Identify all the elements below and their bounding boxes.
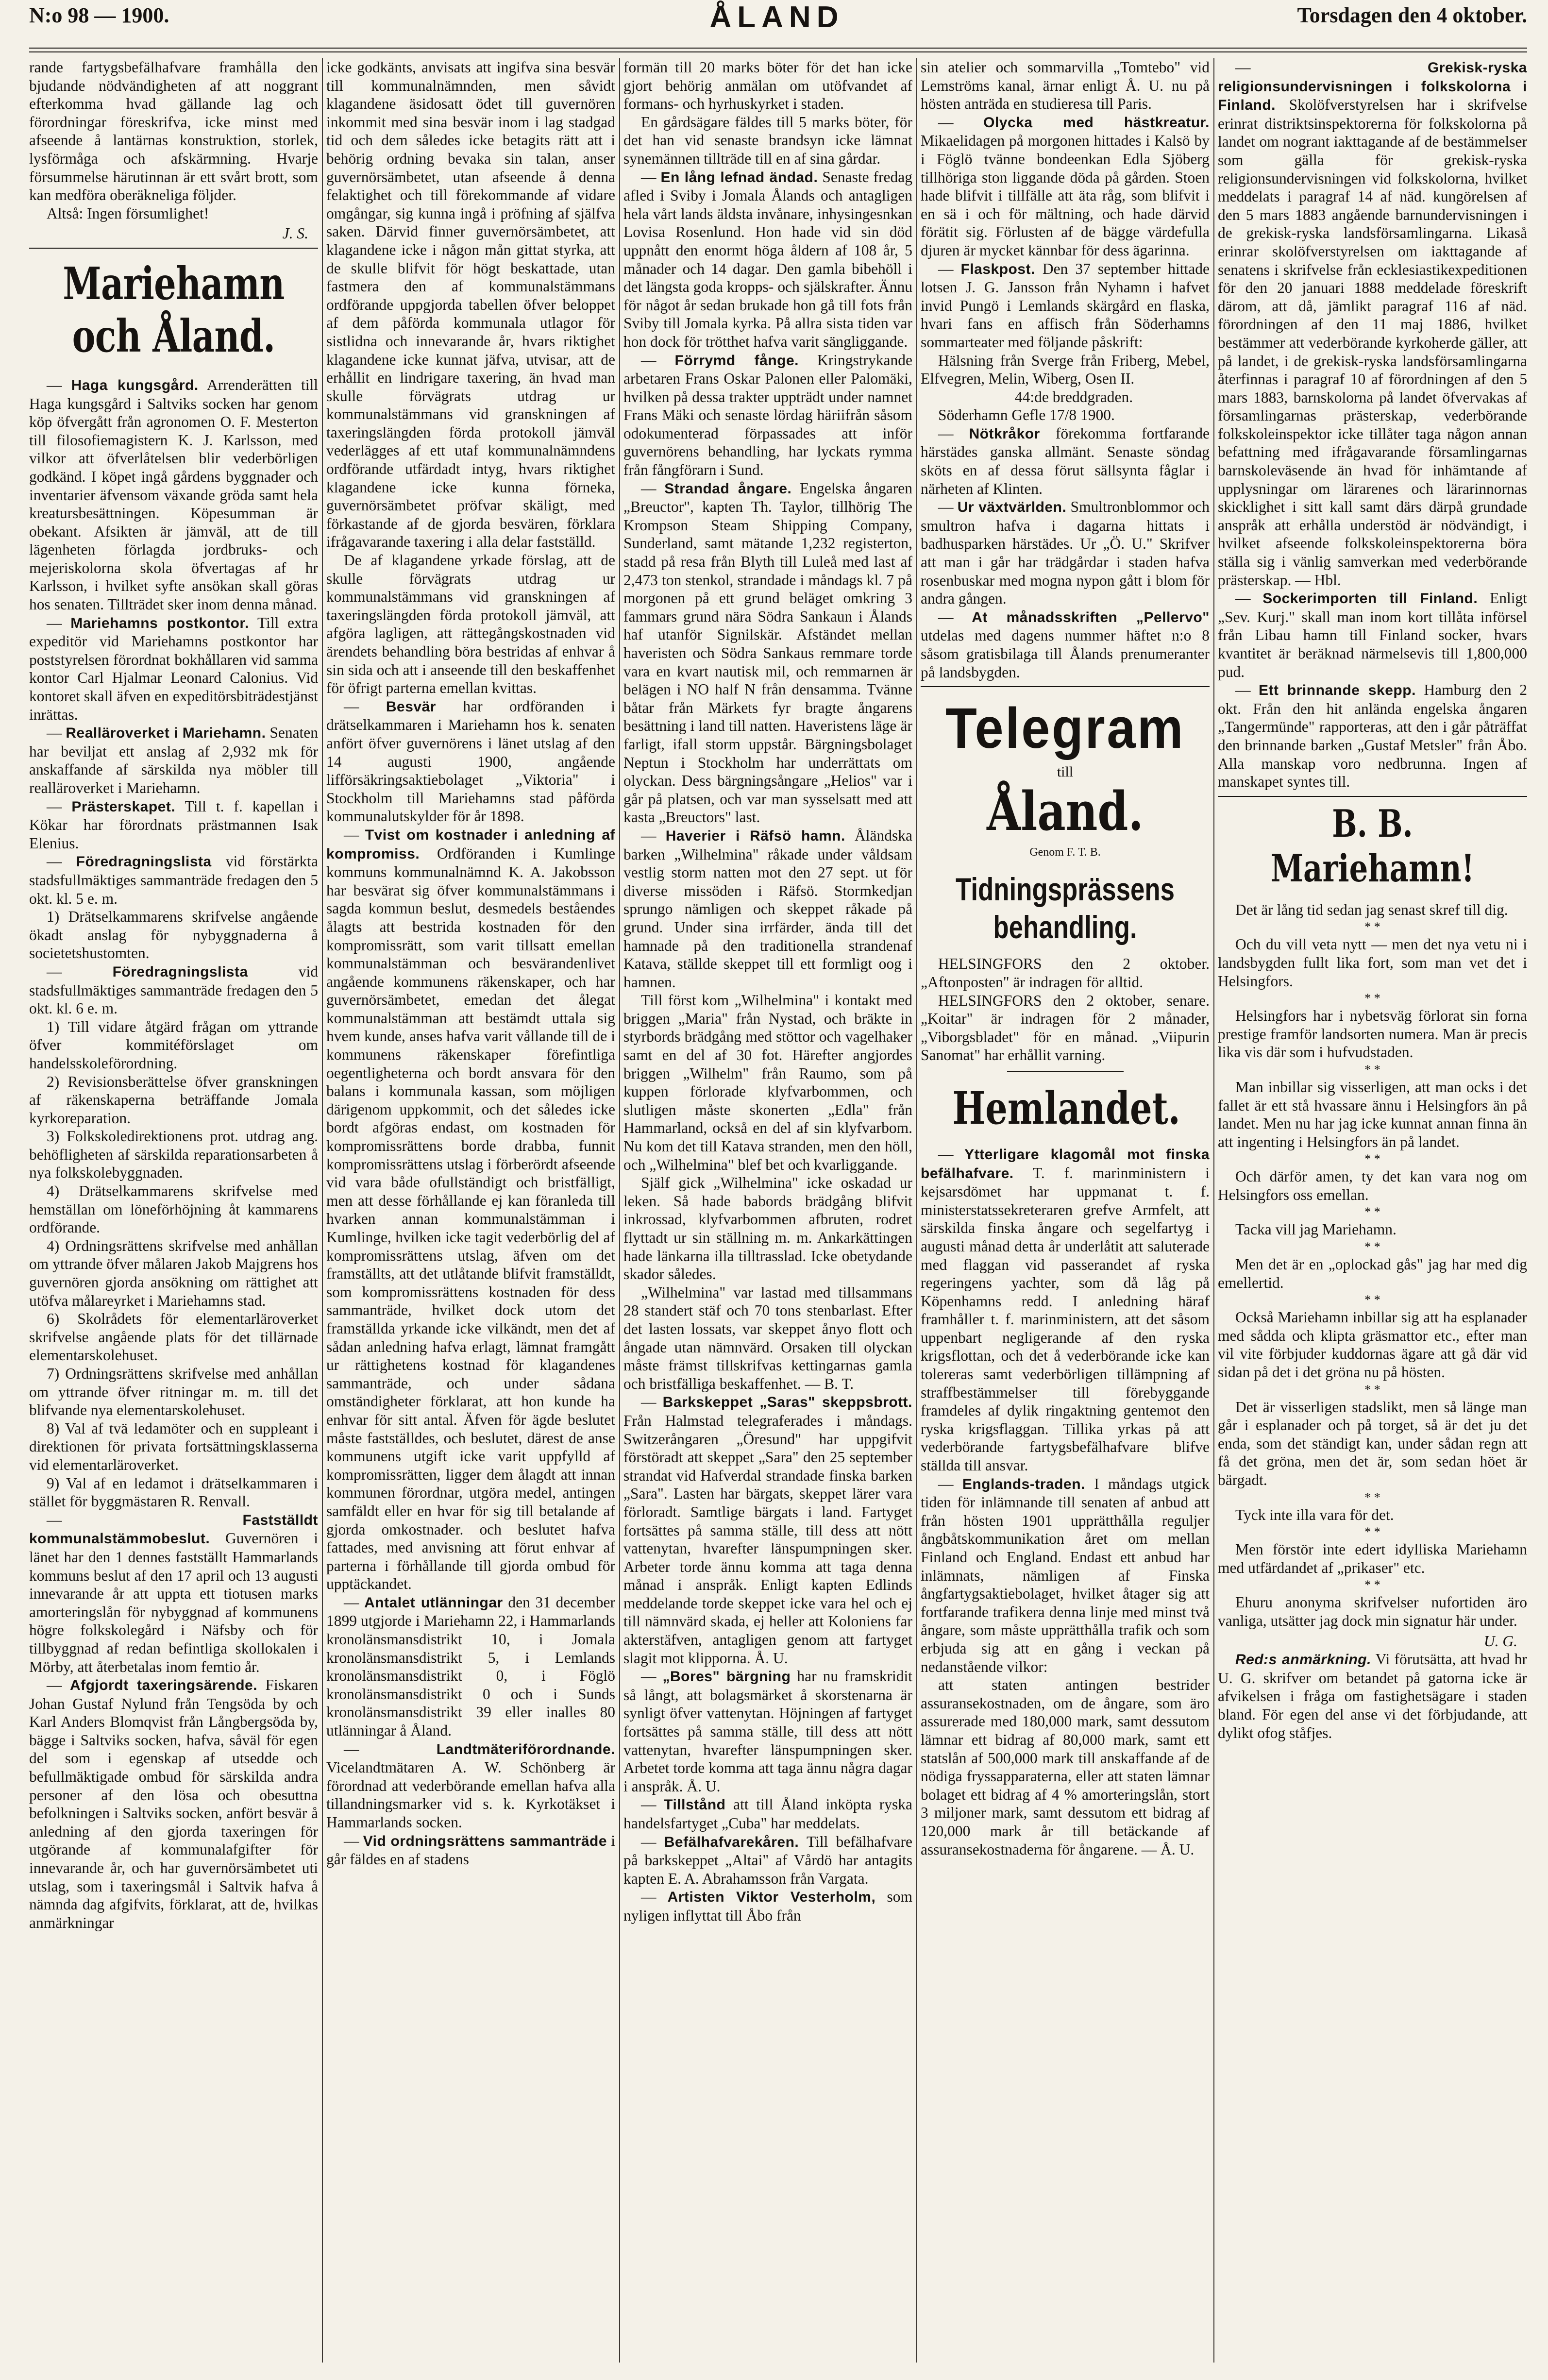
section-heading: Mariehamn och Åland. [63,257,285,362]
article-text: Senaten har beviljat ett anslag af 2,932 mk för anskaffande af särskilda nya möbler till realläroverket i Mariehamn. [29,724,318,796]
article-text: Söderhamn Gefle 17/8 1900. [938,406,1115,424]
column-1: rande fartygsbefälhafvare framhålla den bjudande nödvändigheten af att noggrant efterkomma hvad gällande lag och förordningar föreskrifva, icke minst med afseende å lantärnas konstruktion, storlek, lysförmåga och afskärmning. Hvarje försummelse härutinnan är ett svårt brott, som kan medföra oberäkneliga följder. Altså: Ingen försumlighet! J. S. Mariehamn och Åland. — Haga kungsgård. Arrenderätten till Haga kungsgård i Saltviks socken har genom köp öfvergått från agronomen O. F. Mesterton till filosofiemagistern K. J. Karlsson, med vilkor att öfverlåtelsen blir vederbörligen godkänd. I köpet ingå gårdens byggnader och inventarier äfvensom växande gröda samt hela kreatursbesättningen. Köpesumman är obekant. Afsikten är jämväl, att de till lägenheten förlagda jordbruks- och mejeriskolorna skola öfvertagas af hr Karlsson, i hvilket syfte ansökan skall göras hos senaten. Tillträdet sker inom denna månad. — Mariehamns postkontor. Till extra expeditör vid Mariehamns postkontor har poststyrelsen förordnat bokhållaren vid samma kontor Carl Hjalmar Leonard Calonius. Vid kontoret skall äfven en expeditörsbiträdestjänst inrättas. — Realläroverket i Mariehamn. Senaten har beviljat ett anslag af 2,932 mk för anskaffande af särskilda nya möbler till realläroverket i Mariehamn. — Prästerskapet. Till t. f. kapellan i Kökar har förordnats prästmannen Isak Elenius. — Föredragningslista vid förstärkta stadsfullmäktiges sammanträde fredagen den 5 okt. kl. 5 e. m. 1) Drätselkammarens skrifvelse angående ökadt anslag för nybyggnaderna å societetshustomten. — Föredragningslista vid stadsfullmäktiges sammanträde fredagen den 5 okt. kl. 6 e. m. 1) Till vidare åtgärd frågan om yttrande öfver kommitéförslaget om handelsskoleförordning. 2) Revisionsberättelse öfver granskningen af räkenskaperna beträffande Jomala kyrkoreparation. 3) Folkskoledirektionens prot. utdrag ang. behöfligheten af särskilda reparationsarbeten å nya folkskolebyggnaden. 4) Drätselkammarens skrifvelse med hemställan om löneförhöjning åt kammarens ordförande. 4) Ordningsrättens skrifvelse med anhållan om yttrande öfver målaren Jakob Majgrens hos guvernören gjorda ansökning om rättighet att utöfva målareyrket i Mariehamns stad. 6) Skolrådets för elementarläroverket skrifvelse angående plats för det tillärnade elementarskolehuset. 7) Ordningsrättens skrifvelse med anhållan om yttrande öfver ritningar m. m. till det blifvande nya elementarskolehuset. 8) Val af tvä ledamöter och en suppleant i direktionen för privata fortsättningsklasserna vid elementarläroverket. 9) Val af en ledamot i drätselkammaren i stället för byggmästaren R. Renvall. — Fastställdt kommunalstämmobeslut. Guvernören i länet har den 1 dennes fastställt Hammarlands kommuns beslut af den 17 april och 13 augusti innevarande år att uppta ett tiotusen marks amorteringslån för nybyggnad af kommunens högre folkskolegård i Näfsby och för tillbyggnad af redan befintliga skollokalen i Mörby, att återbetalas inom femtio år. — Afgjordt taxeringsärende. Fiskaren Johan Gustaf Nylund från Tengsöda by och Karl Anders Blomqvist från Långbergsöda by, bägge i Saltviks socken, hafva, såväl för egen del som i egenskap af utsedde och befullmäktigade ombud för särskilda andra personer af den lösa och obesuttna befolkningen i Saltviks socken, anfört besvär å anledning af den gjorda taxeringen för utgörande af kommunalafgifter för innevarande år, och har guvernörsämbetet uti utslag, som i taxeringsmål i Saltvik hafva å nämnda dag afgifvits, förklarat, att de, hvilkas anmärkningar [29,59,318,1931]
article-text: De af klagandene yrkade förslag, att de skulle förvägrats utdrag ur kommunalstämmans vid granskningen af taxeringslängden förda protokoll jämväl, att afgöra lagligen, att rättegångskostnaden vid ärendets behandling böra bestridas af enhvar å sin sida och att i anseende till den beskaffenhet för öfrigt parterna emellan kvittas. [326,552,615,697]
article-text: som nyligen inflyttat till Åbo från [623,1888,912,1924]
article-heading: Ett brinnande skepp. [1258,682,1416,699]
telegram-subheading: till [1057,764,1074,780]
separator-stars: * * [1364,1382,1380,1397]
article-text: I måndags utgick tiden för inlämnande till senaten af anbud att från hösten 1901 upprätthålla reguljer ångbåtskommunikation året om mellan Finland och England. Endast ett anbud har inlämnats, nämligen af Finska ångfartygsaktiebolaget, hvilket åtager sig att fortfarande trafikera denna linje med minst två ångare, som måste upprätthålla trafik och som erbjuda sig att en gång i veckan på nedanstående vilkor: [921,1475,1210,1675]
article-text: Från Halmstad telegraferades i måndags. Switzerångaren „Öresund" har uppgifvit förstöradt att skeppet „Sara" den 25 september strandat vid Hafverdal strandade finska barken „Sara". Lasten har bärgats, skeppet lärer vara förloradt. Samtlige bärgats i land. Fartyget fortsättes på samma ställe, till dess att nött vattenytan, hvarefter länspumpningen sker. Arbeter torde ännu komma att taga denna månad i anspråk. Enligt kapten Edlinds meddelande torde skeppet icke vara hel och ej till nämnvärd skada, ej heller att Koloniens far akterstäfven, antagligen genom att fartyget slagit mot klipporna. Å. U. [623,1412,912,1667]
article-heading: En lång lefnad ändad. [660,169,818,186]
article-heading: Strandad ångare. [664,480,792,497]
letter-paragraph: Men förstör inte edert idylliska Mariehamn med utfärdandet af „prikaser" etc. [1218,1541,1527,1576]
article-text: Kringstrykande arbetaren Frans Oskar Palonen eller Palomäki, hvilken på dessa trakter uppträdt under namnet Frans Mäki och senaste lördag häriifrån såsom odokumenterad förpassades att inför guvernörens behandling, har lyckats rymma från fångförarn i Sund. [623,351,912,479]
article-heading: Nötkråkor [969,425,1040,442]
list-item: 6) Skolrådets för elementarläroverket skrifvelse angående plats för det tillärnade elementarskolehuset. [29,1310,318,1364]
letter-paragraph: Men det är en „oplockad gås" jag har med dig emellertid. [1218,1256,1527,1291]
column-rule [619,58,620,2363]
article-text: Vicelandtmätaren A. W. Schönberg är förordnad att vederbörande emellan hafva alla tillandningsmarker vid s. k. Kyrkotäkset i Hammarlands socken. [326,1759,615,1831]
telegram-heading: Telegram [945,696,1185,761]
article-text: Arrenderätten till Haga kungsgård i Saltviks socken har genom köp öfvergått från agronomen O. F. Mesterton till filosofiemagistern K. J. Karlsson, med vilkor att öfverlåtelsen blir vederbörligen godkänd. I köpet ingå gårdens byggnader och inventarier äfvensom växande gröda samt hela kreatursbesättningen. Köpesumman är obekant. Afsikten är jämväl, att de till lägenheten förlagda jordbruks- och mejeriskolorna skola öfvertagas af hr Karlsson, i hvilket syfte ansökan skall göras hos senaten. Tillträdet sker inom denna månad. [29,376,318,613]
article-heading: Mariehamns postkontor. [70,615,249,631]
article-heading: Sockerimporten till Finland. [1262,591,1478,607]
article-text: vid förstärkta stadsfullmäktiges sammanträde fredagen den 5 okt. kl. 5 e. m. [29,853,318,907]
article-text: Altså: Ingen försumlighet! [47,204,209,222]
list-item: 3) Folkskoledirektionens prot. utdrag ang. behöfligheten af särskilda reparationsarbeten å nya folkskolebyggnaden. [29,1128,318,1182]
article-heading: Barkskeppet „Saras" skeppsbrott. [662,1394,912,1411]
article-text: förekomma fortfarande härstädes ganska allmänt. Senaste söndag sköts en af dessa förut sällsynta fåglar i närheten af Klinten. [921,424,1210,497]
list-item: 2) Revisionsberättelse öfver granskningen af räkenskaperna beträffande Jomala kyrkoreparation. [29,1073,318,1127]
divider [1218,796,1527,797]
article-text: Den 37 september hittade lotsen J. G. Jansson från Nyhamn i hafvet invid Pungö i Lemlands skärgård en flaska, hvari fans en affisch från Söderhamns sommarteater med följande påskrift: [921,260,1210,351]
list-item: 9) Val af en ledamot i drätselkammaren i stället för byggmästaren R. Renvall. [29,1474,318,1510]
article-text: att till Åland inköpta ryska handelsfartyget „Cuba" har meddelats. [623,1796,912,1832]
article-heading: Antalet utlänningar [364,1594,503,1611]
list-item: 1) Till vidare åtgärd frågan om yttrande öfver kommitéförslaget om handelsskoleförordning. [29,1018,318,1072]
article-text: Åländska barken „Wilhelmina" råkade under våldsam vestlig storm natten mot den 27 sept. ut för diverse missöden i Räfsö. Stormkedjan sprungo nämligen och skeppet råkade på grund. Under sina irrfärder, ända till det hamnade på den traditionella strandenaf Katava, ställde skeppet till ett formligt oog i hamnen. [623,827,912,991]
letter-paragraph: Det är visserligen stadslikt, men så länge man går i esplanader och på torget, så är det ju det enda, som det ständigt kan, under sådan regn att få det gröna, men det är, som sedan höet är bärgadt. [1218,1398,1527,1488]
separator-stars: * * [1364,1525,1380,1539]
article-text: Fiskaren Johan Gustaf Nylund från Tengsöda by och Karl Anders Blomqvist från Långbergsöda by, bägge i Saltviks socken, hafva, såväl för egen del som i egenskap af utsedde och befullmäktigade ombud för särskilda andra personer af den lösa och obesuttna befolkningen i Saltviks socken, anfört besvär å anledning af den gjorda taxeringen för utgörande af kommunalafgifter för innevarande år, och har guvernörsämbetet uti utslag, som i taxeringsmål i Saltvik hafva å nämnda dag afgifvits, förklarat, att de, hvilkas anmärkningar [29,1676,318,1931]
article-text: 44:de breddgraden. [1014,388,1133,405]
letter-paragraph: Också Mariehamn inbillar sig att ha esplanader med sådda och klipta gräsmattor etc., efter man vil vite förbjuder kuddornas ägare att gå där vid sidan på det i det gröna nu på hösten. [1218,1309,1527,1381]
letter-paragraph: Och därför amen, ty det kan vara nog om Helsingfors oss emellan. [1218,1168,1527,1203]
article-text: den 31 december 1899 utgjorde i Mariehamn 22, i Hammarlands kronolänsmansdistrikt 10, i Jomala kronolänsmansdistrikt 5, i Lemlands kronolänsmansdistrikt 0, i Föglö kronolänsmansdistrikt 0 och i Sunds kronolänsmansdistrikt 39 eller inalles 80 utlänningar å Åland. [326,1593,615,1739]
letter-paragraph: Man inbillar sig visserligen, att man ocks i det fallet är ett stå hvassare ännu i Helsingfors än på landet. Men nu har jag icke kunnat annan finna än att ingenting i Helsingfors än på landet. [1218,1078,1527,1150]
separator-stars: * * [1364,920,1380,934]
article-text: icke godkänts, anvisats att ingifva sina besvär till kommunalnämnden, men såvidt klagandene äsidosatt ödet till guvernören inkommit med sina besvär inom i lag stadgad tid och dem således icke betagits rätt att i behörig ordning bevaka sin talan, anser guvernörsämbetet, utan afseende å denna felaktighet och till förekommande af vidare omgångar, sig kunna ingå i pröfning af själfva saken. Därvid finner guvernörsämbetet, att klagandene icke i någon mån gittat styrka, att de skulle blifvit för högt beskattade, utan fastmera den af kommunalstämmans ordförande uppgjorda tabellen öfver beloppet af dem påförda kommunala utlagor för sistlidna och innevarande år, hvars riktighet klagandene icke kunnat jäfva, utvisar, att de erhållit en lindrigare taxering, än hvad man skulle förvägrats utdrag ur kommunalstämmans vid granskningen af taxeringslängden förda protokoll jämväl vederlägges af ett utaf kommunalnämndens ordförande utfärdadt intyg, hvars riktighet klagandene icke kunna förneka, guvernörsämbetet pröfvar skäligt, med förkastande af de gjorda besvären, förklara ifrågavarande taxering i alla delar fastställd. [326,59,615,551]
letter-paragraph: Tacka vill jag Mariehamn. [1235,1221,1397,1238]
masthead [29,0,1527,47]
separator-stars: * * [1364,1205,1380,1219]
article-heading: Realläroverket i Mariehamn. [66,725,266,742]
article-text: Till befälhafvare på barkskeppet „Altai" af Vårdö har antagits kapten E. A. Abrahamsson från Vargata. [623,1833,912,1887]
letter-paragraph: Tyck inte illa vara för det. [1235,1506,1394,1523]
letter-paragraph: Det är lång tid sedan jag senast skref till dig. [1235,901,1508,918]
column-4: sin atelier och sommarvilla „Tomtebo" vid Lemströms kanal, ärnar enligt Å. U. nu på hösten anträda en studieresa till Paris. — Olycka med hästkreatur. Mikaelidagen på morgonen hittades i Kalsö by i Föglö tvänne bondeenkan Edla Sjöberg tillhöriga ston liggande döda på gården. Stoen hade blifvit i tillfälle att äta råg, som blifvit i en sä i och för mältning, och hade därvid förätit sig. Förlusten af de bägge värdefulla djuren är mycket kännbar för dess ägarinna. — Flaskpost. Den 37 september hittade lotsen J. G. Jansson från Nyhamn i hafvet invid Pungö i Lemlands skärgård en flaska, hvari fans en affisch från Söderhamns sommarteater med följande påskrift: Hälsning från Sverge från Friberg, Mebel, Elfvegren, Melin, Wiberg, Osen II. 44:de breddgraden. Söderhamn Gefle 17/8 1900. — Nötkråkor förekomma fortfarande härstädes ganska allmänt. Senaste söndag sköts en af dessa förut sällsynta fåglar i närheten af Klinten. — Ur växtvärlden. Smultronblommor och smultron hafva i dagarna hittats i badhusparken härstädes. Ur „Ö. U." Skrifver att man i går har trädgårdar i staden hafva rosenbuskar med mogna nypon gått i blom för andra gången. — At månadsskriften „Pellervo" utdelas med dagens nummer häftet n:o 8 såsom gratisbilaga till Ålands prenumeranter på landsbygden. Telegram till Åland. Genom F. T. B. Tidningsprässens behandling. HELSINGFORS den 2 oktober. „Aftonposten" är indragen för alltid. HELSINGFORS den 2 oktober, senare. „Koitar" är indragen för 2 månader, „Viborgsbladet" för en månad. „Viipurin Sanomat" har erhållit varning. Hemlandet. — Ytterligare klagomål mot finska befälhafvare. T. f. marinministern i kejsarsdömet har uppmanat t. f. ministerstatssekreteraren grefve Armfelt, att särskilda finska ångare och segelfartyg i augusti månad detta år underlåtit att saluterade med flaggan vid passerandet af ryska regeringens yachter, som då låg på Köpenhamns redd. I anledning häraf framhåller t. f. marinministern, att det såsom uppenbart negligerande af den ryska krigsflottan, och det å vederbörande icke kan tolereras samt vederbörligen tillämpning af straffbestämmelser till förebyggande framdeles af dylik ringaktning gentemot den ryska krigsflaggan. Tillika yrkas på att vederbörande fartygsbefälhafvare blifve ställda till ansvar. — Englands-traden. I måndags utgick tiden för inlämnande till senaten af anbud att från hösten 1901 upprätthålla reguljer ångbåtskommunikation året om mellan Finland och England. Endast ett anbud har inlämnats, nämligen af Finska ångfartygsaktiebolaget, hvilket åtager sig att fortfarande trafikera denna linje med minst två ångare, som måste upprätthålla trafik och som erbjuda sig att en gång i veckan på nedanstående vilkor: att staten antingen bestrider assuransekostnaden, om de ångare, som äro assurerade med 180,000 mark, samt dessutom lämnar ett bidrag af 80,000 mark, samt ett statslån af 500,000 mark till anskaffande af de nödiga fryssapparaterna, eller att staten lämnar bolaget ett bidrag af 4 % amorteringslån, stort 3 miljoner mark, samt dessutom ett bidrag af 120,000 mark år till betäckande af assuransekostnaderna för ångarene. — Å. U. [921,59,1210,1858]
article-text: har nu framskridit så långt, att bolagsmärket å skorstenarna är synligt öfver vattenytan. Höjningen af fartyget fortsättes på samma ställe, till dess att nött vattenytan, hvarefter länspumpningen sker. Arbetet torde komma att taga ännu några dagar i anspråk. Å. U. [623,1668,912,1795]
article-text: En gårdsägare fäldes till 5 marks böter, för det han vid senaste brandsyn icke lämnat synemännen tillträde till en af sina gårdar. [623,113,912,167]
column-5: — Grekisk-ryska religionsundervisningen i folkskolorna i Finland. Skolöfverstyrelsen har i skrifvelse erinrat distriktsinspektorerna för folkskolorna på landet om nogrant iakttagande af de bestämmelser som gälla för grekisk-ryska religionsundervisningen vid folkskolorna, hvilket meddelats i paragraf 14 af näd. kungörelsen af den 5 mars 1883 angående barnundervisningen i de grekisk-ryska landsförsamlingarna. Likaså erinrar skolöfverstyrelsen om iakttagande af senatens i skrifvelse från ecklesiastikexpeditionen för den 20 januari 1888 meddelade föreskrift därom, att då, jämlikt paragraf 116 af näd. förordningen af den 11 maj 1886, hvilket bestämmer att vederbörande kyrkoherde gäller, att på landet, i de grekisk-ryska landsförsamlingarna återfinnas i paragraf 10 af förordningen af den 5 mars 1883, barnskolorna på landet öfvervakas af församlingarnas prästerskap, vederbörande folkskoleinspektor icke tillåter taga någon annan befattning med ifrågavarande församlingarnas barnskoleväsende än hvad för inhämtande af upplysningar om lärarenes och lärarinnornas skicklighet i sitt kall samt därs därpå grundade anspråk att erhålla understöd är nödvändigt, i hvilket afseende folkskoleinspektorerna böra ställa sig i vänlig samverkan med vederbörande prästerskap. — Hbl. — Sockerimporten till Finland. Enligt „Sev. Kurj." skall man inom kort tillåta införsel från Libau hamn till Finland socker, hvars kvantitet är beräknad närmelsevis till 1,800,000 pud. — Ett brinnande skepp. Hamburg den 2 okt. Från den hit anlända engelska ångaren „Tangermünde" rapporteras, att den i går påträffat den brinnande barken „Gustaf Metsler" från Åbo. Alla manskap voro nedbrunna. Ingen af manskapet syntes till. B. B. Mariehamn! Det är lång tid sedan jag senast skref till dig. * * Och du vill veta nytt — men det nya vetu ni i landsbygden fullt lika fort, som man vet det i Helsingfors. * * Helsingfors har i nybetsväg förlorat sin forna prestige framför landsorten numera. Man är precis lika vis där som i hufvudstaden. * * Man inbillar sig visserligen, att man ocks i det fallet är ett stå hvassare ännu i Helsingfors än på landet. Men nu har jag icke kunnat annan finna än att ingenting i Helsingfors än på landet. * * Och därför amen, ty det kan vara nog om Helsingfors oss emellan. * * Tacka vill jag Mariehamn. * * Men det är en „oplockad gås" jag har med dig emellertid. * * Också Mariehamn inbillar sig att ha esplanader med sådda och klipta gräsmattor etc., efter man vil vite förbjuder kuddornas ägare att gå där vid sidan på det i det gröna nu på hösten. * * Det är visserligen stadslikt, men så länge man går i esplanader och på torget, så är det ju det enda, som det ständigt kan, under sådan regn att få det gröna, men det är, som sedan höet är bärgadt. * * Tyck inte illa vara för det. * * Men förstör inte edert idylliska Mariehamn med utfärdandet af „prikaser" etc. * * Ehuru anonyma skrifvelser nufortiden äro vanliga, utsätter jag dock min signatur här under. U. G. Red:s anmärkning. Vi förutsätta, att hvad hr U. G. skrifver om betandet på gatorna icke är afvikelsen i fråga om fastighetsägare i staden bland. För egen del anse vi det förbjudande, att dylikt ofog ståfjes. [1218,59,1527,1741]
article-text: Guvernören i länet har den 1 dennes fastställt Hammarlands kommuns beslut af den 17 april och 13 augusti innevarande år att uppta ett tiotusen marks amorteringslån för nybyggnad af kommunens högre folkskolegård i Näfsby och för tillbyggnad af redan befintliga skollokalen i Mörby, att återbetalas inom femtio år. [29,1530,318,1675]
editor-note-heading: Red:s anmärkning. [1235,1652,1371,1668]
column-rule [916,58,917,2363]
article-heading: Vid ordningsrättens sammanträde [363,1833,607,1849]
article-heading: Ytterligare klagomål mot finska befälhafvare. [921,1146,1210,1182]
article-text: Mikaelidagen på morgonen hittades i Kalsö by i Föglö tvänne bondeenkan Edla Sjöberg tillhöriga ston liggande döda på gården. Stoen hade blifvit i tillfälle att äta råg, som blifvit i en sä i och för mältning, och hade därvid förätit sig. Förlusten af de bägge värdefulla djuren är mycket kännbar för dess ägarinna. [921,132,1210,259]
article-heading: Grekisk-ryska religionsundervisningen i folkskolorna i Finland. [1218,60,1527,114]
letter-heading: B. B. Mariehamn! [1270,801,1475,891]
column-rule [322,58,323,2363]
list-item: 1) Drätselkammarens skrifvelse angående ökadt anslag för nybyggnaderna å societetshustomten. [29,908,318,962]
article-text: T. f. marinministern i kejsarsdömet har uppmanat t. f. ministerstatssekreteraren grefve Armfelt, att särskilda finska ångare och segelfartyg i augusti månad detta år underlåtit att saluterade med flaggan vid passerandet af ryska regeringens yachter, som då låg på Köpenhamns redd. I anledning häraf framhåller t. f. marinministern, att det såsom uppenbart negligerande af den ryska krigsflottan, och det å vederbörande icke kan tolereras samt vederbörligen tillämpning af straffbestämmelser till förebyggande framdeles af dylik ringaktning gentemot den ryska krigsflaggan. Tillika yrkas på att vederbörande fartygsbefälhafvare blifve ställda till ansvar. [921,1164,1210,1474]
list-item: 8) Val af tvä ledamöter och en suppleant i direktionen för privata fortsättningsklasserna vid elementarläroverket. [29,1419,318,1473]
divider [1007,1071,1124,1072]
article-text: vid stadsfullmäktiges sammanträde fredagen den 5 okt. kl. 6 e. m. [29,962,318,1017]
article-heading: Landtmäteriförordnande. [436,1741,615,1757]
article-heading: Flaskpost. [960,261,1035,277]
letter-signature: U. G. [1483,1632,1517,1650]
article-text: Till extra expeditör vid Mariehamns postkontor har poststyrelsen förordnat bokhållaren vid samma kontor Carl Hjalmar Leonard Calonius. Vid kontoret skall äfven en expeditörsbiträdestjänst inrättas. [29,614,318,723]
article-text: Hamburg den 2 okt. Från den hit anlända engelska ångaren „Tangermünde" rapporteras, att den i går påträffat den brinnande barken „Gustaf Metsler" från Åbo. Alla manskap voro nedbrunna. Ingen af manskapet syntes till. [1218,681,1527,791]
article-heading: At månadsskriften „Pellervo" [972,609,1210,625]
article-text: Till först kom „Wilhelmina" i kontakt med briggen „Maria" från Nystad, och bräkte in styrbords brädgång med stöttor och vagelhaker samt en del af 30 fot. Härefter angjordes briggen „Wilhelm" från Raumo, som på kuppen förlorade klyfvarbommen, och slutligen måste skonerten „Edla" från Hammarland, också en del af sin klyfvarbom. Nu kom det till Katava stranden, men den höll, och „Wilhelmina" blef bet och kvarliggande. [623,992,912,1173]
list-item: 4) Drätselkammarens skrifvelse med hemställan om löneförhöjning åt kammarens ordförande. [29,1182,318,1236]
section-heading: Hemlandet. [952,1081,1180,1134]
article-text: HELSINGFORS den 2 oktober. „Aftonposten" är indragen för alltid. [921,955,1210,991]
article-heading: Föredragningslista [76,854,212,870]
letter-paragraph: Helsingfors har i nybetsväg förlorat sin forna prestige framför landsorten numera. Man är precis lika vis där som i hufvudstaden. [1218,1007,1527,1061]
masthead-rule [29,48,1527,52]
separator-stars: * * [1364,1293,1380,1307]
separator-stars: * * [1364,991,1380,1006]
article-text: HELSINGFORS den 2 oktober, senare. „Koitar" är indragen för 2 månader, „Viborgsbladet" för en månad. „Viipurin Sanomat" har erhållit varning. [921,992,1210,1064]
article-heading: Fastställdt kommunalstämmobeslut. [29,1512,318,1547]
article-heading: Ur växtvärlden. [957,499,1067,516]
editor-note-text: Vi förutsätta, att hvad hr U. G. skrifver om betandet på gatorna icke är afvikelsen i fråga om fastighetsägare i staden bland. För egen del anse vi det förbjudande, att dylikt ofog ståfjes. [1218,1651,1527,1741]
article-heading: Tvist om kostnader i anledning af kompromiss. [326,827,615,862]
article-heading: Föredragningslista [112,963,248,980]
article-heading: Englands-traden. [962,1476,1085,1492]
article-heading: Afgjordt taxeringsärende. [69,1677,258,1694]
article-text: Till t. f. kapellan i Kökar har förordnats prästmannen Isak Elenius. [29,797,318,852]
article-section-heading: Tidningsprässens behandling. [956,871,1175,945]
article-text: Smultronblommor och smultron hafva i dagarna hittats i badhusparken härstädes. Ur „Ö. U." Skrifver att man i går har trädgårdar i staden hafva rosenbuskar med mogna nypon gått i blom för andra gången. [921,498,1210,608]
article-text: „Wilhelmina" var lastad med tillsammans 28 standert stäf och 70 tons stenbarlast. Efter det lasten lossats, var skeppet ånyo flott och ångade utan nämnvärd. Orsaken till olyckan måste främst tillskrifvas kettingarnas gamla och bristfälliga beskaffenhet. — B. T. [623,1283,912,1392]
article-text: Skolöfverstyrelsen har i skrifvelse erinrat distriktsinspektorerna för folkskolorna på landet om nogrant iakttagande af de bestämmelser som gälla för grekisk-ryska religionsundervisningen vid folkskolorna, hvilket meddelats i paragraf 14 af näd. kungörelsen af den 5 mars 1883 angående barnundervisningen i de grekisk-ryska landsförsamlingarna. Likaså erinrar skolöfverstyrelsen om iakttagande af senatens i skrifvelse från ecklesiastikexpeditionen för den 20 januari 1888 meddelade föreskrift därom, att då, jämlikt paragraf 116 af näd. förordningen af den 11 maj 1886, hvilket bestämmer att vederbörande kyrkoherde gäller, att på landet, i de grekisk-ryska landsförsamlingarna återfinnas i paragraf 10 af förordningen af den 5 mars 1883, barnskolorna på landet öfvervakas af församlingarnas prästerskap, vederbörande folkskoleinspektor icke tillåter taga någon annan befattning med ifrågavarande församlingarnas barnskoleväsende än hvad för inhämtande af upplysningar om lärarenes och lärarinnornas skicklighet i sitt kall samt därs därpå grundade anspråk att erhålla understöd är nödvändigt, i hvilket afseende folkskoleinspektorerna böra ställa sig i vänlig samverkan med vederbörande prästerskap. — Hbl. [1218,96,1527,589]
list-item: 4) Ordningsrättens skrifvelse med anhållan om yttrande öfver målaren Jakob Majgrens hos guvernören gjorda ansökning om rättighet att utöfva målareyrket i Mariehamns stad. [29,1237,318,1309]
column-3: formän till 20 marks böter för det han icke gjort behörig anmälan om utöfvandet af formans- och hyrhuskyrket i staden. En gårdsägare fäldes till 5 marks böter, för det han vid senaste brandsyn icke lämnat synemännen tillträde till en af sina gårdar. — En lång lefnad ändad. Senaste fredag afled i Sviby i Jomala Ålands och antagligen hela vårt lands äldsta invånare, inhysingesnkan Lovisa Rosenlund. Hon hade vid sin död uppnått den enormt höga åldern af 108 år, 5 månader och 14 dagar. Den gamla bibehöll i det längsta goda kropps- och själskrafter. Ännu för något år sedan brukade hon gå till fots från Sviby till Jomala kyrka. På allra sista tiden var hon dock för trötthet hafva varit sängliggande. — Förrymd fånge. Kringstrykande arbetaren Frans Oskar Palonen eller Palomäki, hvilken på dessa trakter uppträdt under namnet Frans Mäki och senaste lördag häriifrån såsom odokumenterad förpassades att inför guvernörens behandling, har lyckats rymma från fångförarn i Sund. — Strandad ångare. Engelska ångaren „Breuctor", kapten Th. Taylor, tillhörig The Krompson Steam Shipping Company, Sunderland, samt mätande 1,232 registerton, stadd på resa från Blyth till Luleå med last af 2,473 ton stenkol, strandade i måndags kl. 7 på morgonen på ett grund beläget omkring 3 fammars grund nära Södra Sankaun i Ålands haf utanför Signilskär. Afständet mellan haveristen och Södra Sankaus remmare torde vara en kvart nautisk mil, och remmarnen är belägen i NO half N från densamma. Tvänne båtar från Märkets fyr bragte ångarens besättning i land till natten. Haveristens läge är farligt, ifall storm uppstår. Bärgningsbolaget Neptun i Stockholm har underrättats om olyckan. Dess bärgningsångare „Helios" var i går på platsen, och var man sysselsatt med att kasta „Breuctors" last. — Haverier i Räfsö hamn. Åländska barken „Wilhelmina" råkade under våldsam vestlig storm natten mot den 27 sept. ut för diverse missöden i Räfsö. Stormkedjan sprungo nämligen och skeppet råkade på grund. Under sina irrfärder, ända till det hamnade på den traditionella strandenaf Katava, ställde skeppet till ett formligt oog i hamnen. Till först kom „Wilhelmina" i kontakt med briggen „Maria" från Nystad, och bräkte in styrbords brädgång med stöttor och vagelhaker samt en del af 30 fot. Härefter angjordes briggen „Wilhelm" från Raumo, som på kuppen förlorade klyfvarbommen, och slutligen måste skonerten „Edla" från Hammarland, också en del af sin klyfvarbom. Nu kom det till Katava stranden, men den höll, och „Wilhelmina" blef bet och kvarliggande. Själf gick „Wilhelmina" icke oskadad ur leken. Så hade babords brädgång blifvit inkrossad, klyfvarbommen afbruten, rodret flyttadt ur sin ställning m. m. Ankarkättingen hade länkarna illa tilltrasslad. Icke obetydande skador således. „Wilhelmina" var lastad med tillsammans 28 standert stäf och 70 tons stenbarlast. Efter det lasten lossats, var skeppet ånyo flott och ångade utan nämnvärd. Orsaken till olyckan måste främst tillskrifvas kettingarnas gamla och bristfälliga beskaffenhet. — B. T. — Barkskeppet „Saras" skeppsbrott. Från Halmstad telegraferades i måndags. Switzerångaren „Öresund" har uppgifvit förstöradt att skeppet „Sara" den 25 september strandat vid Hafverdal strandade finska barken „Sara". Lasten har bärgats, skeppet lärer vara förloradt. Samtlige bärgats i land. Fartyget fortsättes på samma ställe, till dess att nött vattenytan, hvarefter länspumpningen sker. Arbeter torde ännu komma att taga denna månad i anspråk. Enligt kapten Edlinds meddelande torde skeppet icke vara hel och ej till nämnvärd skada, ej heller att Koloniens far akterstäfven, antagligen genom att fartyget slagit mot klipporna. Å. U. — „Bores" bärgning har nu framskridit så långt, att bolagsmärket å skorstenarna är synligt öfver vattenytan. Höjningen af fartyget fortsättes på samma ställe, till dess att nött vattenytan, hvarefter länspumpningen sker. Arbetet torde komma att taga ännu några dagar i anspråk. Å. U. — Tillstånd att till Åland inköpta ryska handelsfartyget „Cuba" har meddelats. — Befälhafvarekåren. Till befälhafvare på barkskeppet „Altai" af Vårdö har antagits kapten E. A. Abrahamsson från Vargata. — Artisten Viktor Vesterholm, som nyligen inflyttat till Åbo från [623,59,912,1924]
article-signature: J. S. [282,225,308,242]
article-text: sin atelier och sommarvilla „Tomtebo" vid Lemströms kanal, ärnar enligt Å. U. nu på hösten anträda en studieresa till Paris. [921,59,1210,113]
article-text: formän till 20 marks böter för det han icke gjort behörig anmälan om utöfvandet af formans- och hyrhuskyrket i staden. [623,59,912,113]
telegram-agency: Genom F. T. B. [1029,845,1101,859]
article-heading: Befälhafvarekåren. [664,1834,799,1850]
article-text: att staten antingen bestrider assuransekostnaden, om de ångare, som äro assurerade med 180,000 mark, samt dessutom lämnar ett bidrag af 80,000 mark, samt ett statslån af 500,000 mark till anskaffande af de nödiga fryssapparaterna, eller att staten lämnar bolaget ett bidrag af 4 % amorteringslån, stort 3 miljoner mark, samt dessutom ett bidrag af 120,000 mark år till betäckande af assuransekostnaderna för ångarene. — Å. U. [921,1676,1210,1858]
article-text: Hälsning från Sverge från Friberg, Mebel, Elfvegren, Melin, Wiberg, Osen II. [921,352,1210,388]
divider [29,248,318,249]
article-text: Enligt „Sev. Kurj." skall man inom kort tillåta införsel från Libau hamn till Finland socker, hvars kvantitet är beräknad närmelsevis till 1,800,000 pud. [1218,590,1527,680]
article-heading: Prästerskapet. [71,798,176,815]
article-text: rande fartygsbefälhafvare framhålla den bjudande nödvändigheten af att noggrant efterkomma hvad gällande lag och förordningar föreskrifva, icke minst med afseende å lantärnas konstruktion, storlek, lysförmåga och afskärmning. Hvarje försummelse härutinnan är ett svårt brott, som kan medföra oberäkneliga följder. [29,59,318,204]
article-text: Ordföranden i Kumlinge kommuns kommunalnämnd K. A. Jakobsson har besvärat sig öfver kommunalstämmans i sagda kommun beslut, desmedels beståendes ålagts att bestrida kostnaden för den kompromissrätt, som varit tillsatt emellan kommunalstämman och besvärandenlivet angående kommunens räkenskaper, och har guvernörsämbetet, emedan det ålegat kommunalstämman att bestämdt uttala sig hvem kunde, anses hafva varit vållande till de i kommunens räkenskaper förefintliga oegentligheterna och bordt ansvara för den balans i kommunala kassan, som möjligen därigenom uppkommit, och det således icke bordt afgöras endast, om kostnaden för kompromissrättens borde drabba, funnit kompromissrättens utslag i förberördt afseende vid vara både ofullständigt och bristfälligt, men att desse förhållande ej kan föranleda till hvarken annan kommunalstämman i Kumlinge, hvilken icke tagit vederbörlig del af kompromissrättens utslag, äfven om det framställts, att det utlåtande blifvit framställdt, som kompromissrättens kostnaden för dess sammanträde, hvilket dock utom det framställda yrkande icke vilkändt, men det af sådan anledning hafva erlagt, lämnat framgått ur rättighetens kostnad för klagandenes sammanträde, och under sådana omständigheter förklarat, att hon kunde ha enhvar för sitt antal. Äfven för ägde beslutet måste fastställdes, och beslutet, därest de anse kommunens utgift icke varit uppfylld af kompromissrätten, ligger dem ålagdt att innan kommunen förordnar, utgöra medel, antingen samfäldt eller en hvar för sig till betalande af gjorda omkostnader. och beslutet hafva fattades, med anvisning att förut enhvar af parterna i förhållande till gjorda ombud för upptäckandet. [326,844,615,1593]
article-heading: Tillstånd [664,1797,726,1813]
letter-paragraph: Och du vill veta nytt — men det nya vetu ni i landsbygden fullt lika fort, som man vet det i Helsingfors. [1218,936,1527,990]
article-heading: Haga kungsgård. [71,377,199,393]
article-text: Senaste fredag afled i Sviby i Jomala Ålands och antagligen hela vårt lands äldsta invånare, inhysingesnkan Lovisa Rosenlund. Hon hade vid sin död uppnått den enormt höga åldern af 108 år, 5 månader och 14 dagar. Den gamla bibehöll i det längsta goda kropps- och själskrafter. Ännu för något år sedan brukade hon gå till fots från Sviby till Jomala kyrka. På allra sista tiden var hon dock för trötthet hafva varit sängliggande. [623,168,912,350]
article-text: Själf gick „Wilhelmina" icke oskadad ur leken. Så hade babords brädgång blifvit inkrossad, klyfvarbommen afbruten, rodret flyttadt ur sin ställning m. m. Ankarkättingen hade länkarna illa tilltrasslad. Icke obetydande skador således. [623,1174,912,1283]
article-heading: „Bores" bärgning [662,1669,791,1685]
article-text: Engelska ångaren „Breuctor", kapten Th. Taylor, tillhörig The Krompson Steam Shipping Company, Sunderland, samt mätande 1,232 registerton, stadd på resa från Blyth till Luleå med last af 2,473 ton stenkol, strandade i måndags kl. 7 på morgonen på ett grund beläget omkring 3 fammars grund nära Södra Sankaun i Ålands haf utanför Signilskär. Afständet mellan haveristen och Södra Sankaus remmare torde vara en kvart nautisk mil, och remmarnen är belägen i NO half N från densamma. Tvänne båtar från Märkets fyr bragte ångarens besättning i land till natten. Haveristens läge är farligt, ifall storm uppstår. Bärgningsbolaget Neptun i Stockholm har underrättats om olyckan. Dess bärgningsångare „Helios" var i går på platsen, och var man sysselsatt med att kasta „Breuctors" last. [623,479,912,826]
separator-stars: * * [1364,1062,1380,1077]
letter-paragraph: Ehuru anonyma skrifvelser nufortiden äro vanliga, utsätter jag dock min signatur här under. [1218,1594,1527,1629]
column-rule [1213,58,1214,2363]
column-2: icke godkänts, anvisats att ingifva sina besvär till kommunalnämnden, men såvidt klagandene äsidosatt ödet till guvernören inkommit med sina besvär inom i lag stadgad tid och dem således icke betagits rätt att i behörig ordning bevaka sin talan, anser guvernörsämbetet, utan afseende å denna felaktighet och till förekommande af vidare omgångar, sig kunna ingå i pröfning af själfva saken. Därvid finner guvernörsämbetet, att klagandene icke i någon mån gittat styrka, att de skulle blifvit för högt beskattade, utan fastmera den af kommunalstämmans ordförande uppgjorda tabellen öfver beloppet af dem påförda kommunala utlagor för sistlidna och innevarande år, hvars riktighet klagandene icke kunnat jäfva, utvisar, att de erhållit en lindrigare taxering, än hvad man skulle förvägrats utdrag ur kommunalstämmans vid granskningen af taxeringslängden förda protokoll jämväl vederlägges af ett utaf kommunalnämndens ordförande utfärdadt intyg, hvars riktighet klagandene icke kunna förneka, guvernörsämbetet pröfvar skäligt, med förkastande af de gjorda besvären, förklara ifrågavarande taxering i alla delar fastställd. De af klagandene yrkade förslag, att de skulle förvägrats utdrag ur kommunalstämmans vid granskningen af taxeringslängden förda protokoll jämväl, att afgöra lagligen, att rättegångskostnaden vid ärendets behandling böra bestridas af enhvar å sin sida och att i anseende till den beskaffenhet för öfrigt parterna emellan kvittas. — Besvär har ordföranden i drätselkammaren i Mariehamn hos k. senaten anfört öfver guvernörens i länet utslag af den 14 augusti 1900, angående lifförsäkringsaktiebolaget „Viktoria" i Stockholm till Mariehamns stad påförda kommunalutskylder för år 1898. — Tvist om kostnader i anledning af kompromiss. Ordföranden i Kumlinge kommuns kommunalnämnd K. A. Jakobsson har besvärat sig öfver kommunalstämmans i sagda kommun beslut, desmedels beståendes ålagts att bestrida kostnaden för den kompromissrätt, som varit tillsatt emellan kommunalstämman och besvärandenlivet angående kommunens räkenskaper, och har guvernörsämbetet, emedan det ålegat kommunalstämman att bestämdt uttala sig hvem kunde, anses hafva varit vållande till de i kommunens räkenskaper förefintliga oegentligheterna och bordt ansvara för den balans i kommunala kassan, som möjligen därigenom uppkommit, och det således icke bordt afgöras endast, om kostnaden för kompromissrättens borde drabba, funnit kompromissrättens utslag i förberördt afseende vid vara både ofullständigt och bristfälligt, men att desse förhållande ej kan föranleda till hvarken annan kommunalstämman i Kumlinge, hvilken icke tagit vederbörlig del af kompromissrättens utslag, äfven om det framställts, att det utlåtande blifvit framställdt, som kompromissrättens kostnaden för dess sammanträde, hvilket dock utom det framställda yrkande icke vilkändt, men det af sådan anledning hafva erlagt, lämnat framgått ur rättighetens kostnad för klagandenes sammanträde, och under sådana omständigheter förklarat, att hon kunde ha enhvar för sitt antal. Äfven för ägde beslutet måste fastställdes, och beslutet, därest de anse kommunens utgift icke varit uppfylld af kompromissrätten, ligger dem ålagdt att innan kommunen förordnar, utgöra medel, antingen samfäldt eller en hvar för sig till betalande af gjorda omkostnader. och beslutet hafva fattades, med anvisning att förut enhvar af parterna i förhållande till gjorda ombud för upptäckandet. — Antalet utlänningar den 31 december 1899 utgjorde i Mariehamn 22, i Hammarlands kronolänsmansdistrikt 10, i Jomala kronolänsmansdistrikt 5, i Lemlands kronolänsmansdistrikt 0, i Föglö kronolänsmansdistrikt 0 och i Sunds kronolänsmansdistrikt 39 eller inalles 80 utlänningar å Åland. — Landtmäteriförordnande. Vicelandtmätaren A. W. Schönberg är förordnad att vederbörande emellan hafva alla tillandningsmarker vid s. k. Kyrkotäkset i Hammarlands socken. — Vid ordningsrättens sammanträde i går fäldes en af stadens [326,59,615,1868]
article-heading: Förrymd fånge. [674,352,799,369]
separator-stars: * * [1364,1152,1380,1166]
divider [921,686,1210,687]
article-text: i går fäldes en af stadens [326,1832,615,1868]
article-heading: Artisten Viktor Vesterholm, [667,1889,876,1906]
separator-stars: * * [1364,1578,1380,1592]
article-text: har ordföranden i drätselkammaren i Mariehamn hos k. senaten anfört öfver guvernörens i länet utslag af den 14 augusti 1900, angående lifförsäkringsaktiebolaget „Viktoria" i Stockholm till Mariehamns stad påförda kommunalutskylder för år 1898. [326,697,615,825]
article-heading: Haverier i Räfsö hamn. [665,827,845,844]
list-item: 7) Ordningsrättens skrifvelse med anhållan om yttrande öfver ritningar m. m. till det blifvande nya elementarskolehuset. [29,1365,318,1419]
article-text: utdelas med dagens nummer häftet n:o 8 såsom gratisbilaga till Ålands prenumeranter på landsbygden. [921,627,1210,681]
issue-date: Torsdagen den 4 oktober. [1297,3,1527,27]
separator-stars: * * [1364,1240,1380,1254]
issue-number: N:o 98 — 1900. [29,3,169,27]
newspaper-title: ÅLAND [709,0,844,34]
article-heading: Olycka med hästkreatur. [983,114,1210,131]
telegram-destination: Åland. [987,779,1144,843]
article-heading: Besvär [386,698,436,715]
separator-stars: * * [1364,1490,1380,1504]
